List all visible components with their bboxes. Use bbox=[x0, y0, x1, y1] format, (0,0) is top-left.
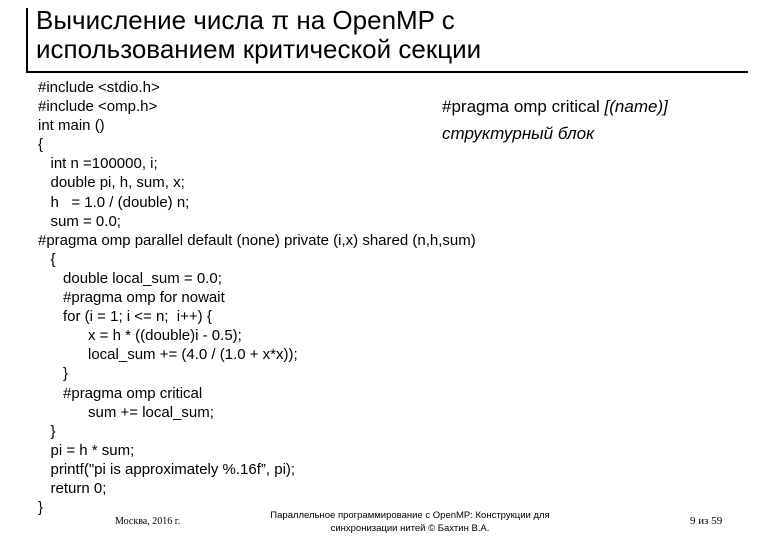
code-line: #include <omp.h> bbox=[38, 98, 158, 116]
code-line: } bbox=[38, 365, 69, 383]
code-line: local_sum += (4.0 / (1.0 + x*x)); bbox=[38, 346, 298, 364]
code-line: #include <stdio.h> bbox=[38, 79, 160, 96]
syntax-pragma: #pragma omp critical bbox=[442, 97, 605, 116]
syntax-close-bracket: )] bbox=[657, 97, 668, 116]
code-line: x = h * ((double)i - 0.5); bbox=[38, 327, 242, 345]
code-line: double pi, h, sum, x; bbox=[38, 174, 185, 192]
code-listing bbox=[38, 78, 476, 517]
footer-course-line-1: Параллельное программирование с OpenMP: Конструкции для bbox=[270, 510, 550, 521]
syntax-open-bracket: [( bbox=[604, 97, 615, 116]
code-line: sum = 0.0; bbox=[38, 212, 121, 230]
code-line: { bbox=[38, 250, 56, 268]
code-line: pi = h * sum; bbox=[38, 441, 135, 459]
code-line: int main () bbox=[38, 117, 105, 135]
title-accent-bar bbox=[26, 8, 28, 72]
code-line: #pragma omp critical bbox=[38, 384, 203, 402]
code-line: for (i = 1; i <= n; i++) { bbox=[38, 308, 212, 326]
footer-course-title bbox=[240, 509, 580, 535]
code-line: printf("pi is approximately %.16f”, pi); bbox=[38, 460, 296, 478]
page-title bbox=[36, 6, 736, 64]
critical-syntax bbox=[442, 97, 668, 117]
code-line: int n =100000, i; bbox=[38, 155, 158, 173]
title-divider bbox=[26, 71, 748, 73]
code-line: } bbox=[38, 422, 56, 440]
syntax-structured-block: структурный блок bbox=[442, 124, 595, 143]
code-line: #pragma omp parallel default (none) private (i,x) shared (n,h,sum) bbox=[38, 231, 476, 249]
code-line: return 0; bbox=[38, 479, 107, 497]
page-number: 9 из 59 bbox=[690, 515, 723, 527]
footer-course-line-2: синхронизации нитей © Бахтин В.А. bbox=[330, 523, 490, 534]
title-line-1: Вычисление числа π на OpenMP с bbox=[36, 5, 455, 35]
title-line-2: использованием критической секции bbox=[36, 34, 482, 64]
code-line: { bbox=[38, 136, 44, 154]
code-line: } bbox=[38, 499, 44, 517]
code-line: double local_sum = 0.0; bbox=[38, 269, 222, 287]
code-line: h = 1.0 / (double) n; bbox=[38, 193, 190, 211]
footer-date: Москва, 2016 г. bbox=[115, 516, 181, 527]
code-line: sum += local_sum; bbox=[38, 403, 214, 421]
syntax-name: name bbox=[614, 97, 658, 116]
code-line: #pragma omp for nowait bbox=[38, 289, 225, 307]
